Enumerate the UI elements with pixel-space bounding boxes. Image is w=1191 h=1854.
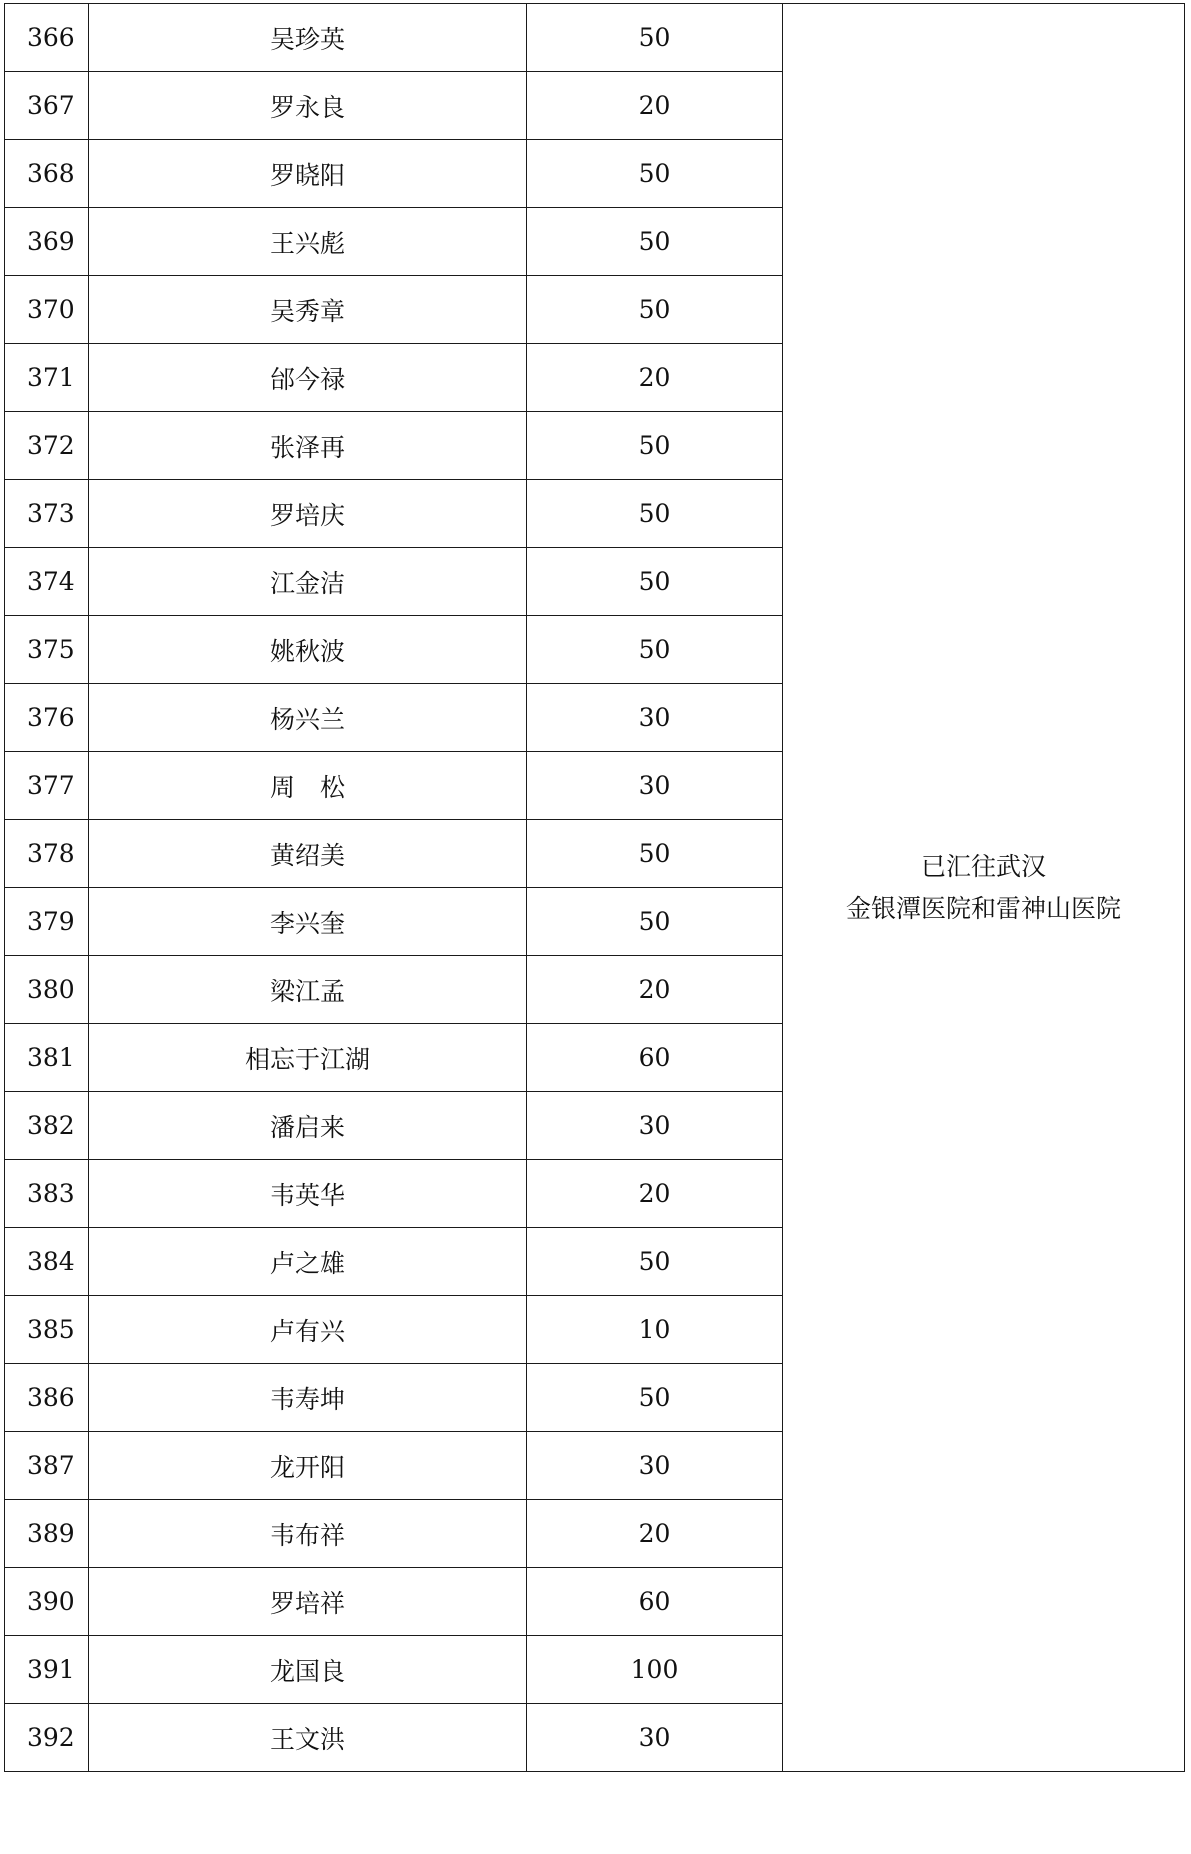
row-number: 368 [5,140,89,208]
donation-amount: 60 [527,1568,783,1636]
donation-amount: 50 [527,480,783,548]
donation-amount: 50 [527,140,783,208]
donation-amount: 50 [527,820,783,888]
donation-amount: 100 [527,1636,783,1704]
row-number: 378 [5,820,89,888]
donor-name: 梁江孟 [89,956,527,1024]
donor-name: 龙国良 [89,1636,527,1704]
donor-name: 黄绍美 [89,820,527,888]
remark-line-1: 已汇往武汉 [920,851,1046,881]
table-body [5,4,1185,1772]
row-number: 375 [5,616,89,684]
donation-amount: 30 [527,684,783,752]
row-number: 385 [5,1296,89,1364]
donation-amount: 50 [527,1364,783,1432]
donation-amount: 20 [527,956,783,1024]
donor-name: 罗晓阳 [89,140,527,208]
donor-name: 韦布祥 [89,1500,527,1568]
row-number: 387 [5,1432,89,1500]
row-number: 383 [5,1160,89,1228]
row-number: 369 [5,208,89,276]
donation-amount: 30 [527,1092,783,1160]
donation-amount: 30 [527,752,783,820]
donation-amount: 10 [527,1296,783,1364]
donor-name: 吴珍英 [89,4,527,72]
donor-name: 杨兴兰 [89,684,527,752]
row-number: 376 [5,684,89,752]
donor-name: 龙开阳 [89,1432,527,1500]
donation-amount: 50 [527,548,783,616]
row-number: 389 [5,1500,89,1568]
row-number: 391 [5,1636,89,1704]
row-number: 379 [5,888,89,956]
donor-name: 王兴彪 [89,208,527,276]
donor-name: 罗永良 [89,72,527,140]
donor-name: 韦寿坤 [89,1364,527,1432]
donor-name: 李兴奎 [89,888,527,956]
donor-name: 罗培庆 [89,480,527,548]
donation-amount: 20 [527,1500,783,1568]
table-row [5,4,1185,72]
donation-amount: 50 [527,616,783,684]
row-number: 366 [5,4,89,72]
donor-name: 潘启来 [89,1092,527,1160]
donor-name: 江金洁 [89,548,527,616]
donation-amount: 50 [527,4,783,72]
donor-name: 姚秋波 [89,616,527,684]
donor-name: 卢之雄 [89,1228,527,1296]
row-number: 381 [5,1024,89,1092]
donation-amount: 50 [527,1228,783,1296]
donation-amount: 50 [527,208,783,276]
donor-name: 罗培祥 [89,1568,527,1636]
donation-amount: 20 [527,72,783,140]
remark-line-2: 金银潭医院和雷神山医院 [845,893,1121,923]
donation-amount: 20 [527,344,783,412]
row-number: 372 [5,412,89,480]
row-number: 377 [5,752,89,820]
donation-amount: 50 [527,276,783,344]
row-number: 371 [5,344,89,412]
row-number: 367 [5,72,89,140]
donation-amount: 30 [527,1432,783,1500]
donation-amount: 50 [527,888,783,956]
row-number: 380 [5,956,89,1024]
donation-amount: 60 [527,1024,783,1092]
donation-amount: 20 [527,1160,783,1228]
donor-name: 韦英华 [89,1160,527,1228]
row-number: 384 [5,1228,89,1296]
donor-name: 邰今禄 [89,344,527,412]
donor-name: 卢有兴 [89,1296,527,1364]
row-number: 374 [5,548,89,616]
row-number: 390 [5,1568,89,1636]
donor-name: 吴秀章 [89,276,527,344]
donor-name: 相忘于江湖 [89,1024,527,1092]
donation-amount: 50 [527,412,783,480]
remark-cell [783,4,1185,1772]
row-number: 382 [5,1092,89,1160]
donor-name: 周 松 [89,752,527,820]
row-number: 370 [5,276,89,344]
donation-table [4,3,1185,1772]
row-number: 386 [5,1364,89,1432]
row-number: 392 [5,1704,89,1772]
donor-name: 张泽再 [89,412,527,480]
donor-name: 王文洪 [89,1704,527,1772]
donation-amount: 30 [527,1704,783,1772]
row-number: 373 [5,480,89,548]
